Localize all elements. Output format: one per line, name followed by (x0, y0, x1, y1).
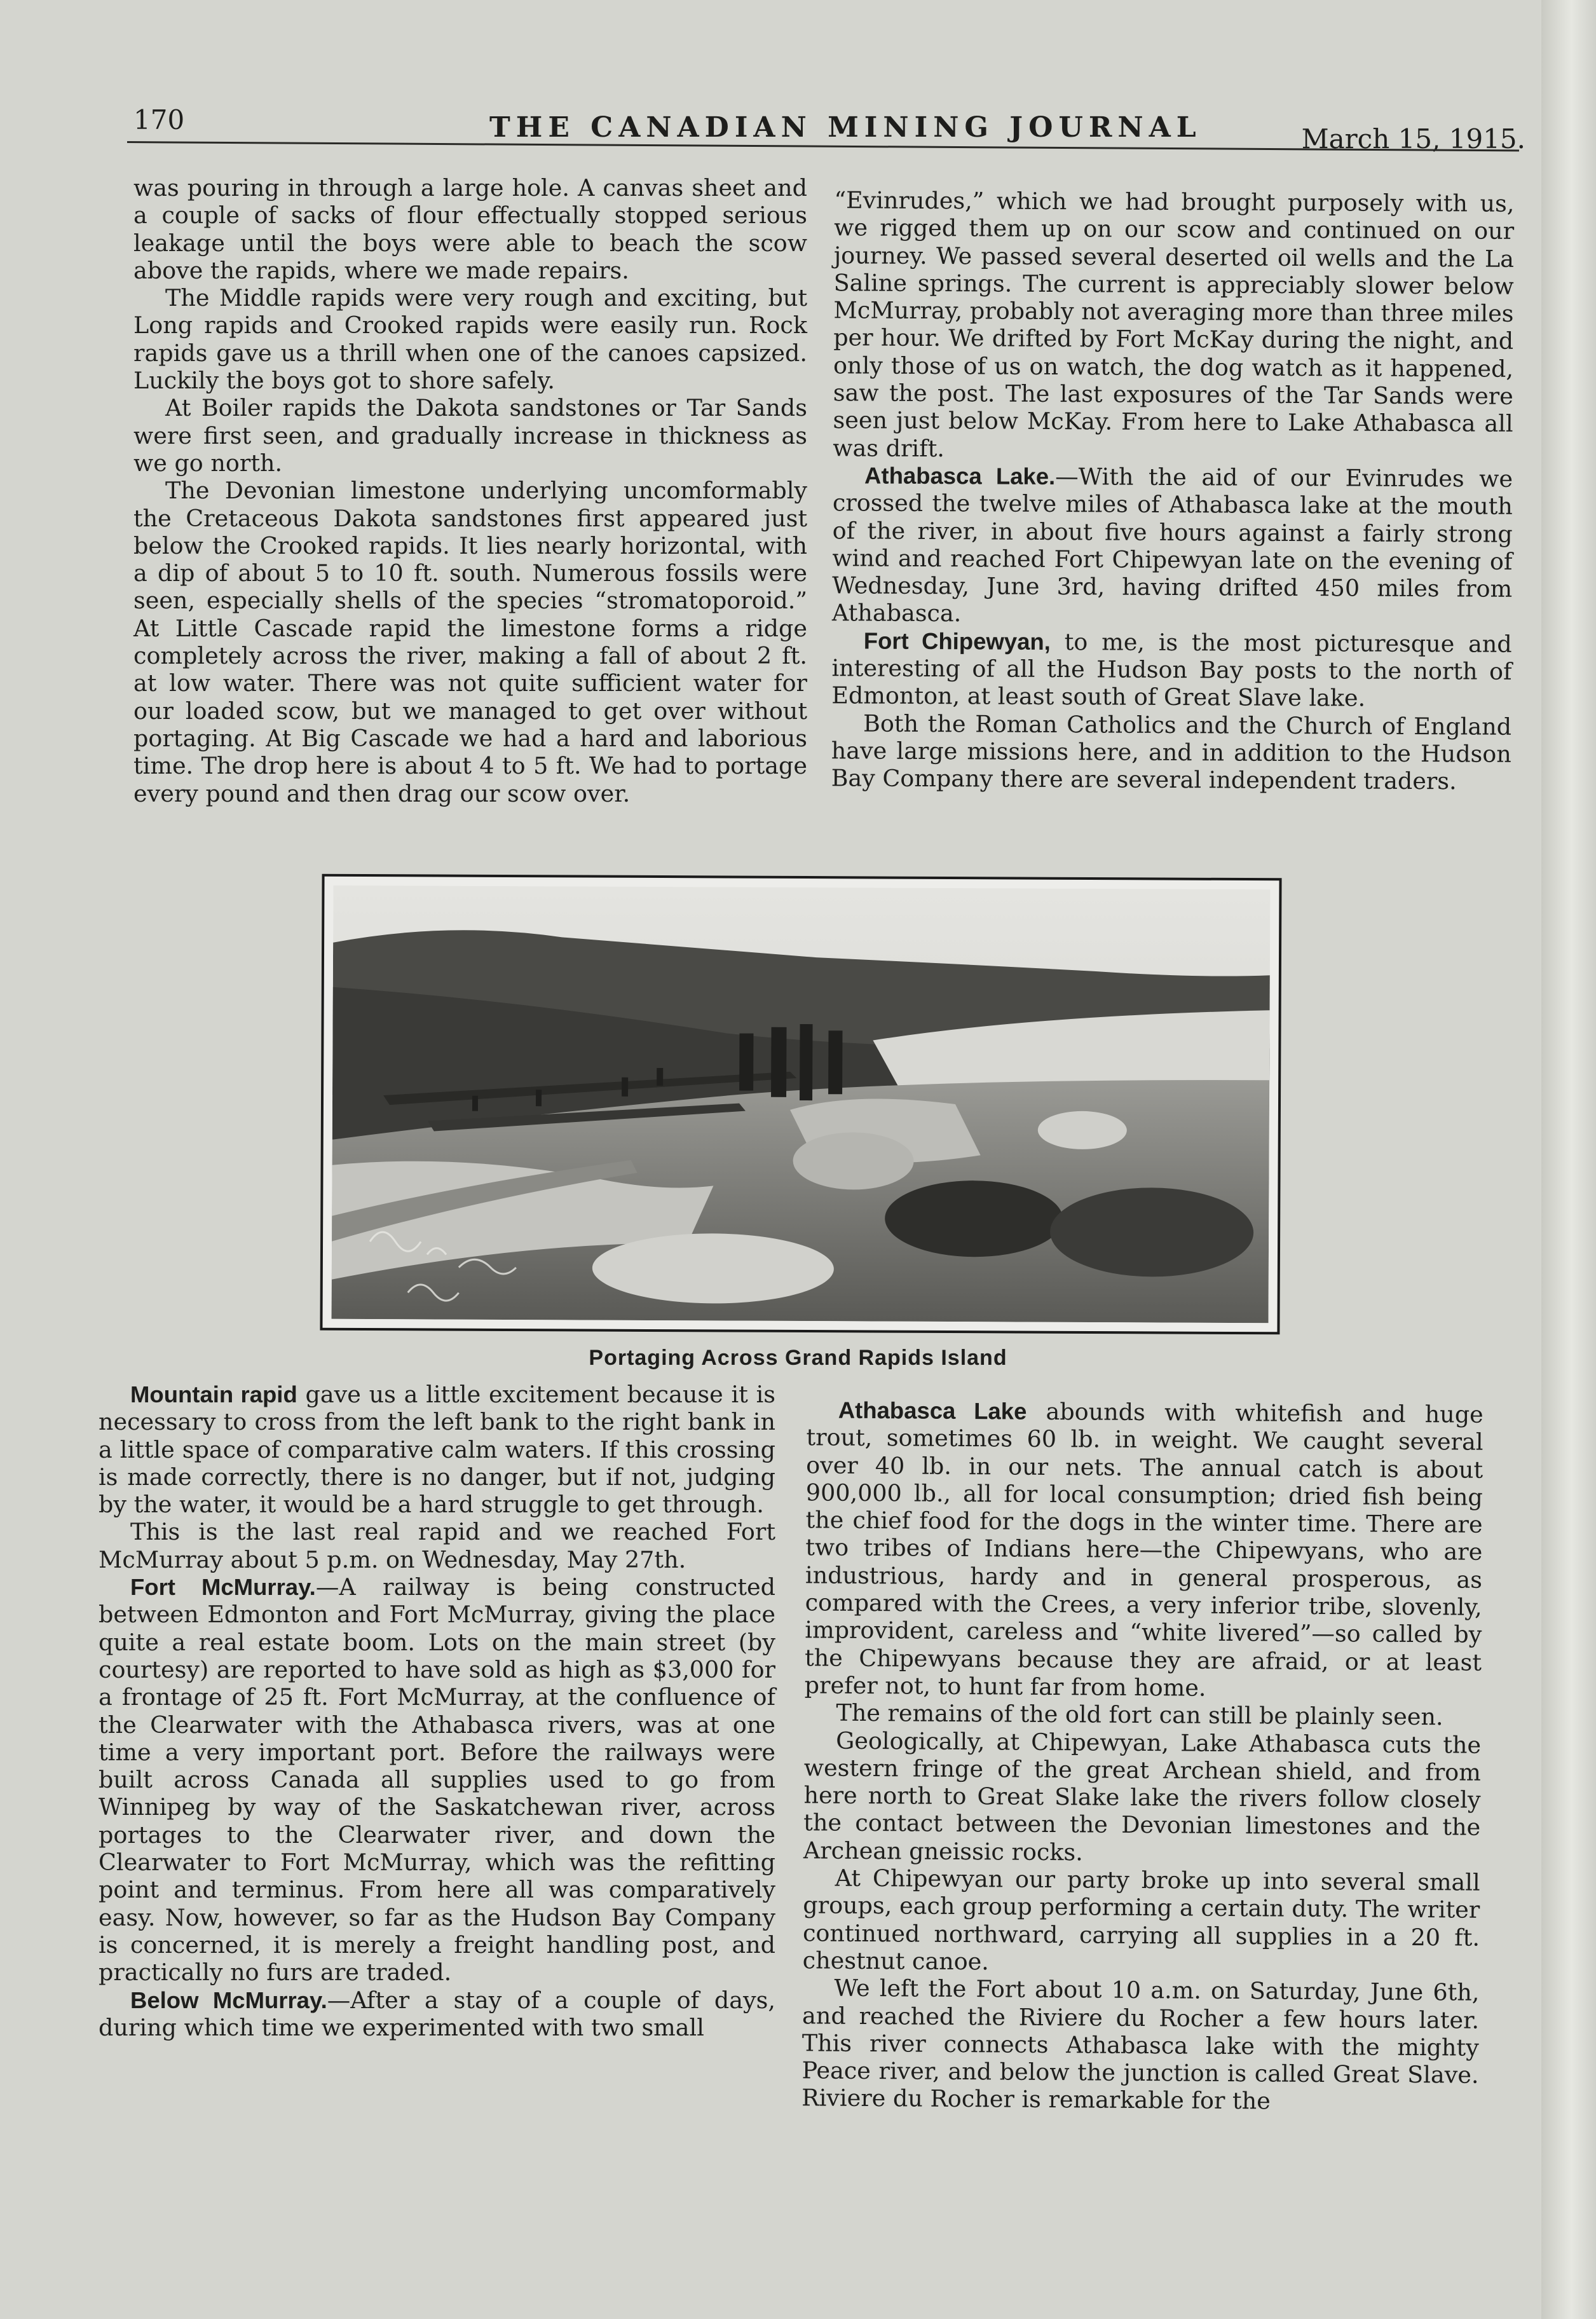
photo-image (332, 886, 1271, 1323)
paragraph (99, 1987, 775, 2042)
paragraph: The Devonian limestone underlying uncomformably the Cretaceous Dakota sandstones first appeared just below the Crooked rapids. It lies nearly horizontal, with a dip of about 5 to 10 ft. south. Numerous fossils were seen, especially shells of the species “stromatoporoid.” At Little Cascade rapid the limestone forms a ridge completely across the river, making a fall of about 2 ft. at low water. There was not quite sufficient water for our loaded scow, but we managed to get over without portaging. At Big Cascade we had a hard and laborious time. The drop here is about 4 to 5 ft. We had to portage every pound and then drag our scow over. (133, 477, 807, 807)
paragraph-text: —After a stay of a couple of days, during which time we experimented with two small (99, 1986, 775, 2041)
paragraph: The Middle rapids were very rough and exciting, but Long rapids and Crooked rapids were easily run. Rock rapids gave us a thrill when one of the canoes capsized. Luckily the boys got to shore safely. (133, 284, 807, 395)
paragraph: At Boiler rapids the Dakota sandstones or Tar Sands were first seen, and gradually increase in thickness as we go north. (133, 394, 807, 477)
column-top-left (133, 174, 807, 807)
figure-caption: Portaging Across Grand Rapids Island (589, 1346, 1007, 1370)
paragraph-text: abounds with whitefish and huge trout, sometimes 60 lb. in weight. We caught several over 40 lb. in our nets. The annual catch is about 900,000 lb., all for local consumption; dried fish being the chief food for the dogs in the winter time. There are two tribes of Indians here—the Chipewyans, who are industrious, hardy and in general prosperous, as compared with the Crees, a very inferior tribe, slovenly, improvident, careless and “white livered”—so called by the Chipewyans because they are afraid, or at least prefer not, to hunt far from home. (804, 1397, 1483, 1702)
run-in-heading: Athabasca Lake. (864, 462, 1056, 490)
issue-date: March 15, 1915. (1301, 123, 1525, 154)
paragraph (831, 627, 1512, 713)
column-bottom-right (801, 1396, 1483, 2116)
paragraph: The remains of the old fort can still be plainly seen. (836, 1699, 1443, 1731)
page-edge-shadow (1541, 0, 1596, 2319)
paragraph-text: to me, is the most picturesque and interesting of all the Hudson Bay posts to the north of Edmonton, at least south of Great Slave lake. (831, 627, 1512, 712)
paragraph: “Evinrudes,” which we had brought purposely with us, we rigged them up on our scow and continued on our journey. We passed several deserted oil wells and the La Saline springs. The current is appreciably slower below McMurray, probably not averaging more than three miles per hour. We drifted by Fort McKay during the night, and only those of us on watch, the dog watch as it happened, saw the post. The last exposures of the Tar Sands were seen just below McKay. From here to Lake Athabasca all was drift. (833, 186, 1515, 462)
page-number: 170 (133, 104, 185, 135)
paragraph: Both the Roman Catholics and the Church of England have large missions here, and in addition to the Hudson Bay Company there are several independent traders. (831, 709, 1512, 795)
column-top-right (831, 186, 1515, 795)
run-in-heading: Mountain rapid (130, 1381, 297, 1407)
run-in-heading: Below McMurray. (130, 1987, 327, 2013)
column-bottom-left (99, 1381, 775, 2041)
journal-title: THE CANADIAN MINING JOURNAL (489, 111, 1202, 144)
run-in-heading: Fort McMurray. (130, 1574, 316, 1601)
paragraph: was pouring in through a large hole. A canvas sheet and a couple of sacks of flour effectually stopped serious leakage until the boys were able to beach the scow above the rapids, where we made repairs. (133, 174, 807, 284)
paragraph (99, 1573, 775, 1986)
paragraph: Geologically, at Chipewyan, Lake Athabasca cuts the western fringe of the great Archean shield, and from here north to Great Slake lake the rivers follow closely the contact between the Devonian limestones and the Archean gneissic rocks. (803, 1727, 1482, 1866)
paragraph: This is the last real rapid and we reached Fort McMurray about 5 p.m. on Wednesday, May 27th. (99, 1518, 775, 1573)
page-header (127, 95, 1525, 165)
paragraph: We left the Fort about 10 a.m. on Saturday, June 6th, and reached the Riviere du Rocher a few hours later. This river connects Athabasca lake with the mighty Peace river, and below the junction is called Great Slave. Riviere du Rocher is remarkable for the (801, 1974, 1480, 2115)
run-in-heading: Athabasca Lake (838, 1397, 1027, 1425)
run-in-heading: Fort Chipewyan, (863, 627, 1051, 655)
paragraph-text: gave us a little excitement because it is necessary to cross from the left bank to the right bank in a little space of comparative calm waters. If this crossing is made correctly, there is no danger, but if not, judging by the water, it would be a hard struggle to get through. (99, 1381, 775, 1519)
paragraph (805, 1396, 1483, 1704)
paragraph: At Chipewyan our party broke up into several small groups, each group performing a certain duty. The writer continued northward, carrying all supplies in a 20 ft. chestnut canoe. (802, 1864, 1480, 1976)
paragraph (832, 462, 1513, 630)
paragraph (99, 1381, 775, 1518)
photo-portaging-grand-rapids (320, 874, 1281, 1335)
paragraph-text: —A railway is being constructed between Edmonton and Fort McMurray, giving the place quite a real estate boom. Lots on the main street (by courtesy) are reported to have sold as high as $3,000 for a frontage of 25 ft. Fort McMurray, at the confluence of the Clearwater with the Athabasca rivers, was at one time a very important port. Before the railways were built across Canada all supplies used to go from Winnipeg by way of the Saskatchewan river, across portages to the Clearwater river, and down the Clearwater to Fort McMurray, which was the refitting point and terminus. From here all was comparatively easy. Now, however, so far as the Hudson Bay Company is concerned, it is merely a freight handling post, and practically no furs are traded. (99, 1573, 775, 1987)
paragraph-text: —With the aid of our Evinrudes we crossed the twelve miles of Athabasca lake at the mouth of the river, in about five hours against a fairly strong wind and reached Fort Chipewyan late on the evening of Wednesday, June 3rd, having drifted 450 miles from Athabasca. (831, 463, 1513, 627)
